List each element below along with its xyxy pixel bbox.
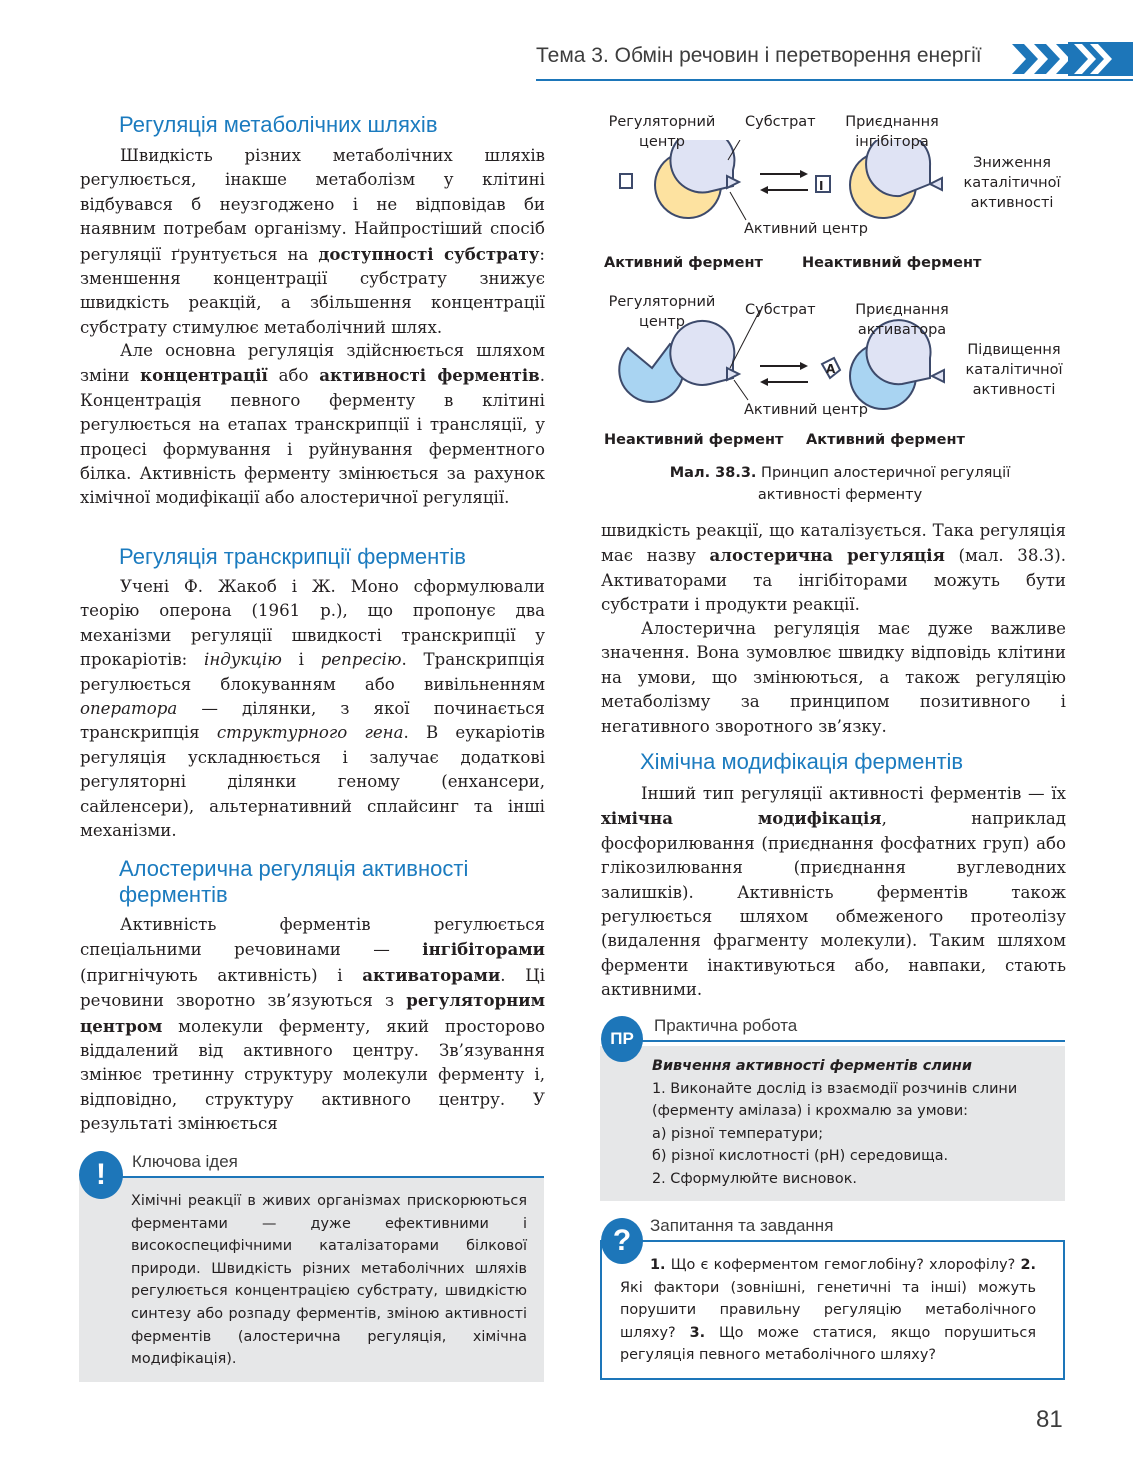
header-rule <box>536 79 1133 81</box>
paragraph-allosteric: Активність ферментів регулюється спеціальними речовинами — інгібіторами (пригнічують активність) і активаторами. Ці речовини зворотно зв’язуються з регуляторним центром молекули ферменту, який просторово віддалений від активного центру. Зв’язування змінює третинну структуру молекули ферменту і, відповідно, структуру активного центру. У результаті змінюється <box>80 915 545 1134</box>
inhibitor-marker: I <box>819 179 824 193</box>
practical-work-badge: ПР <box>601 1016 643 1062</box>
section-title-chemical-modification: Хімічна модифікація ферментів <box>640 749 964 774</box>
chapter-header: Тема 3. Обмін речовин і перетворення енергії <box>536 44 982 67</box>
practical-work-subtitle: Вивчення активності ферментів слини <box>652 1058 972 1074</box>
label-active-enzyme-bottom: Активний фермент <box>806 432 965 448</box>
exclamation-icon: ! <box>79 1151 123 1199</box>
paragraph-operon-theory: Учені Ф. Жакоб і Ж. Моно сформулювали теорію оперона (1961 р.), що пропонує два механізми регуляції швидкості транскрипції у прокаріотів: індукцію і репресію. Транскрипція регулюється блокуванням або вивільненням оператора — ділянки, з якої починається транскрипція структурного гена. В еукаріотів регуляція ускладнюється і залучає додаткові регуляторні ділянки геному (енхансери, сайленсери), альтернативний сплайсинг та інші механізми. <box>80 577 546 841</box>
paragraph-allosteric-importance: Алостерична регуляція має дуже важливе значення. Вона зумовлює швидку відповідь клітини на умови, що змінюються, а також регуляцію метаболізму за принципом позитивного і негативного зворотного зв’язку. <box>601 619 1066 736</box>
label-inactive-enzyme-top: Неактивний фермент <box>802 255 982 271</box>
practical-step-2: 2. Сформулюйте висновок. <box>652 1170 857 1187</box>
label-activity-increase: Підвищення каталітичної активності <box>965 342 1063 398</box>
label-substrate-bottom: Субстрат <box>745 302 816 318</box>
paragraph-enzyme-regulation: Але основна регуляція здійснюється шляхом зміни концентрації або активності ферментів. Концентрація певного ферменту в клітині регулюється на етапах транскрипції і трансляції, у процесі формування і руйнування ферментного білка. Активність ферменту змінюється за рахунок хімічної модифікації або алостеричної регуляції. <box>80 341 545 508</box>
section-title-transcription-regulation: Регуляція транскрипції ферментів <box>119 544 466 569</box>
key-idea-text: Хімічні реакції в живих організмах прискорюються ферментами — дуже ефективними і високоспецифічними каталізаторами білкової природи. Швидкість різних метаболічних шляхів регулюється концентрацією субстрату, швидкістю синтезу або розпаду ферментів, зміною активності ферментів (алостерична регуляція, хімічна модифікація). <box>131 1193 527 1368</box>
practical-condition-b: б) різної кислотності (pH) середовища. <box>652 1148 949 1164</box>
paragraph-metabolic-rate: Швидкість різних метаболічних шляхів регулюється, інакше метаболізм у клітині відбувався б неузгоджено і не відповідав би наявним потребам організму. Найпростіший спосіб регуляції ґрунтується на доступності субстрату: зменшення концентрації субстрату знижує швидкість реакцій, а збільшення концентрації субстрату стимулює метаболічний шлях. <box>80 146 546 337</box>
label-inactive-enzyme-bottom: Неактивний фермент <box>604 432 784 448</box>
questions-text: 1. Що є коферментом гемоглобіну? хлорофілу? 2. Які фактори (зовнішні, генетичні та інші) можуть порушити правильну регуляцію метаболічного шляху? 3. Що може статися, якщо порушиться регуляція певного метаболічного шляху? <box>620 1257 1036 1364</box>
practical-work-content <box>652 1055 1052 1190</box>
key-idea-title: Ключова ідея <box>132 1152 238 1171</box>
activator-marker: A <box>826 362 836 376</box>
label-active-enzyme-top: Активний фермент <box>604 255 763 271</box>
question-mark-icon: ? <box>601 1218 643 1264</box>
questions-rule <box>640 1240 1065 1242</box>
label-active-center-bottom: Активний центр <box>744 402 868 418</box>
figure-caption: Мал. 38.3. Принцип алостеричної регуляції активності ферменту <box>669 465 1011 503</box>
practical-condition-a: а) різної температури; <box>652 1125 824 1142</box>
practical-step-1: 1. Виконайте дослід із взаємодії розчинів слини <box>652 1080 1018 1097</box>
label-substrate-top: Субстрат <box>745 114 816 130</box>
key-idea-rule <box>118 1176 544 1178</box>
label-inhibitor-join: Приєднання інгібітора <box>845 114 939 150</box>
label-activity-decrease: Зниження каталітичної активності <box>963 155 1061 211</box>
label-activator-join: Приєднання активатора <box>855 302 949 338</box>
questions-title: Запитання та завдання <box>650 1216 834 1235</box>
section-title-allosteric-regulation: Алостерична регуляція активності ферментів <box>119 856 469 907</box>
label-active-center-top: Активний центр <box>744 221 868 237</box>
practical-work-rule <box>640 1040 1065 1042</box>
paragraph-chemical-modification: Інший тип регуляції активності ферментів — їх хімічна модифікація, наприклад фосфорилювання (приєднання фосфатних груп) або глікозилювання (приєднання вуглеводних залишків). Активність ферментів також регулюється шляхом обмеженого протеолізу (видалення фрагменту молекули). Таким шляхом ферменти інактивуються або, навпаки, стають активними. <box>601 784 1066 1000</box>
label-regulatory-center-top: Регуляторний центр <box>608 114 716 150</box>
practical-step-1-cont: (ферменту амілаза) і крохмалю за умови: <box>652 1103 969 1119</box>
paragraph-allosteric-continued: швидкість реакції, що каталізується. Така регуляція має назву алостерична регуляція (мал. 38.3). Активаторами та інгібіторами можуть бути субстрати і продукти реакції. <box>601 521 1066 615</box>
page-number: 81 <box>1036 1406 1063 1433</box>
header-chevrons-icon <box>1010 42 1133 76</box>
label-regulatory-center-bottom: Регуляторний центр <box>608 294 716 330</box>
section-title-metabolic-regulation: Регуляція метаболічних шляхів <box>119 112 438 137</box>
practical-work-title: Практична робота <box>654 1016 798 1035</box>
